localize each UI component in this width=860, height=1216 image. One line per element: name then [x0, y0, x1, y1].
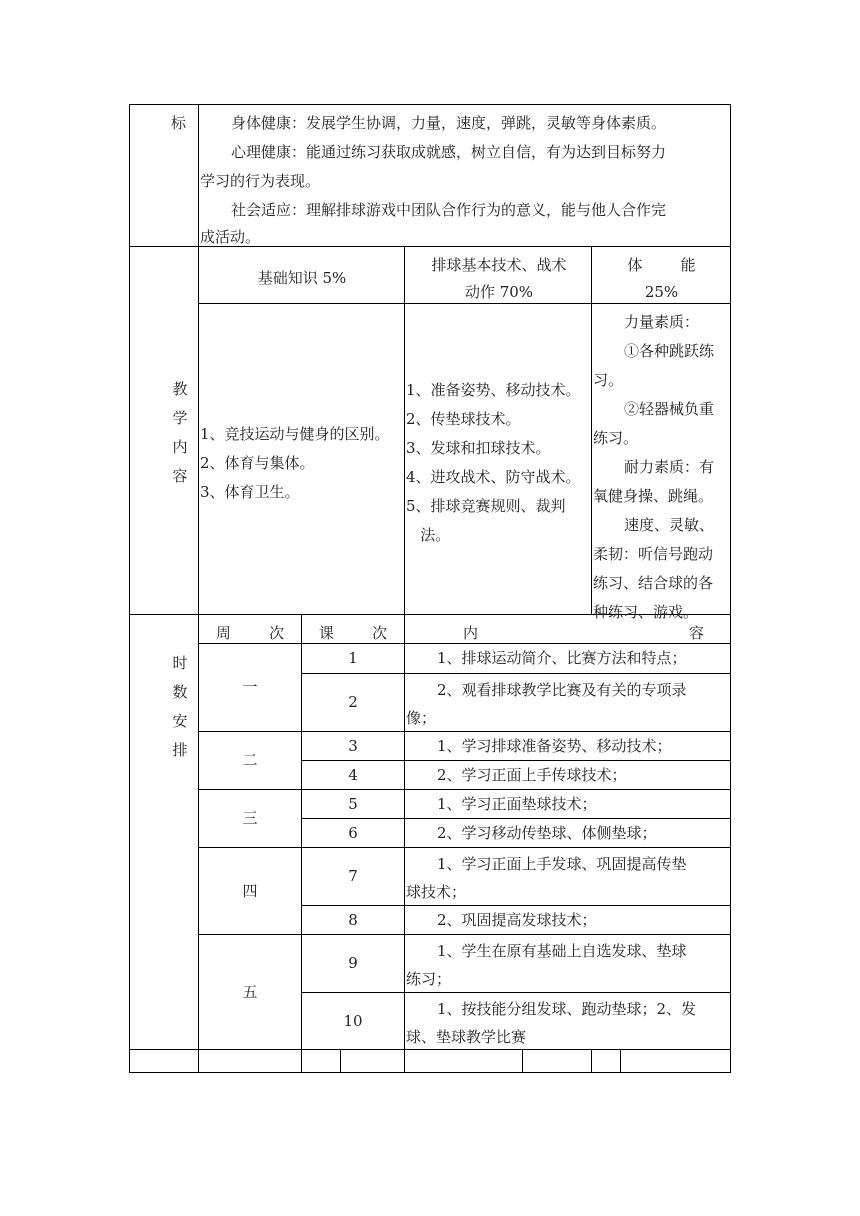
grid-line-v [730, 104, 731, 1073]
lesson-number: 1 [348, 649, 358, 667]
lesson-content: 2、学习正面上手传球技术； [437, 766, 627, 784]
list-item: 速度、灵敏、 [624, 516, 715, 534]
col2-header-line-2: 动作 70% [464, 283, 534, 301]
lesson-number: 4 [348, 766, 358, 784]
grid-line-h [129, 104, 731, 105]
lesson-content: 练习； [406, 970, 452, 988]
list-item: 柔韧：听信号跑动 [593, 545, 714, 563]
content-header-right: 容 [689, 624, 705, 642]
col2-header-line-1: 排球基本技术、战术 [431, 256, 567, 274]
list-item: ②轻器械负重 [624, 400, 715, 418]
lesson-content: 1、学习排球准备姿势、移动技术； [437, 737, 672, 755]
lesson-number: 8 [348, 911, 358, 929]
lesson-header: 课 次 [318, 624, 388, 642]
lesson-number: 9 [348, 954, 358, 972]
lesson-number: 10 [343, 1012, 363, 1030]
lesson-content: 1、排球运动简介、比赛方法和特点； [437, 649, 687, 667]
grid-line-v [404, 614, 405, 1073]
grid-line-h [198, 731, 731, 732]
grid-line-h [129, 1072, 731, 1073]
list-item: 5、排球竞赛规则、裁判 [406, 497, 566, 515]
lesson-number: 3 [348, 737, 358, 755]
goal-line-1: 身体健康：发展学生协调，力量，速度，弹跳，灵敏等身体素质。 [231, 114, 667, 132]
grid-line-v [522, 1049, 523, 1073]
grid-line-v [591, 1049, 592, 1073]
lesson-content: 2、观看排球教学比赛及有关的专项录 [437, 681, 687, 699]
list-item: 种练习、游戏。 [593, 603, 699, 621]
week-label: 五 [242, 983, 258, 1001]
grid-line-h [301, 992, 731, 993]
col3-header-line-2: 25% [644, 283, 679, 301]
week-label: 三 [242, 809, 258, 827]
goal-label: 标 [171, 114, 187, 132]
list-item: 法。 [406, 526, 451, 544]
list-item: 4、进攻战术、防守战术。 [406, 468, 581, 486]
lesson-content: 1、学习正面上手发球、巩固提高传垫 [437, 855, 687, 873]
grid-line-v [129, 104, 130, 1073]
list-item: 力量素质： [624, 313, 700, 331]
lesson-content: 1、按技能分组发球、跑动垫球；2、发 [437, 1000, 697, 1018]
goal-line-5: 成活动。 [200, 228, 261, 246]
grid-line-h [198, 847, 731, 848]
content-label-char: 教 [172, 380, 188, 398]
list-item: 2、传垫球技术。 [406, 410, 521, 428]
list-item: 氧健身操、跳绳。 [593, 487, 714, 505]
grid-line-h [301, 818, 731, 819]
grid-line-h [198, 789, 731, 790]
grid-line-v [198, 104, 199, 1073]
grid-line-h [198, 303, 731, 304]
lesson-content: 1、学生在原有基础上自选发球、垫球 [437, 942, 687, 960]
week-label: 二 [242, 751, 258, 769]
week-label: 一 [242, 678, 258, 696]
col1-header: 基础知识 5% [257, 269, 347, 287]
schedule-label-char: 安 [172, 712, 188, 730]
col3-header-line-1: 体 能 [627, 256, 696, 274]
grid-line-v [404, 246, 405, 615]
grid-line-h [198, 934, 731, 935]
list-item: 3、发球和扣球技术。 [406, 439, 551, 457]
list-item: 3、体育卫生。 [200, 483, 300, 501]
lesson-content: 2、学习移动传垫球、体侧垫球； [437, 824, 657, 842]
lesson-number: 2 [348, 693, 358, 711]
lesson-number: 7 [348, 867, 358, 885]
grid-line-h [301, 905, 731, 906]
lesson-number: 6 [348, 824, 358, 842]
goal-line-3: 学习的行为表现。 [200, 172, 321, 190]
lesson-content: 1、学习正面垫球技术； [437, 795, 597, 813]
lesson-content: 2、巩固提高发球技术； [437, 911, 597, 929]
grid-line-h [129, 1049, 731, 1050]
grid-line-h [301, 760, 731, 761]
schedule-label-char: 时 [172, 654, 188, 672]
grid-line-v [340, 1049, 341, 1073]
list-item: 1、竞技运动与健身的区别。 [200, 425, 390, 443]
list-item: 耐力素质：有 [624, 458, 715, 476]
content-header-left: 内 [463, 624, 479, 642]
lesson-content: 球、垫球教学比赛 [406, 1028, 527, 1046]
schedule-label-char: 排 [172, 741, 188, 759]
goal-line-4: 社会适应：理解排球游戏中团队合作行为的意义，能与他人合作完 [231, 201, 667, 219]
grid-line-v [620, 1049, 621, 1073]
lesson-content: 像； [406, 709, 437, 727]
list-item: 练习。 [593, 429, 639, 447]
list-item: 练习、结合球的各 [593, 574, 714, 592]
lesson-number: 5 [348, 795, 358, 813]
goal-line-2: 心理健康：能通过练习获取成就感，树立自信，有为达到目标努力 [231, 143, 667, 161]
schedule-label-char: 数 [172, 683, 188, 701]
content-label-char: 学 [172, 409, 188, 427]
content-label-char: 内 [172, 438, 188, 456]
week-label: 四 [242, 882, 258, 900]
list-item: 2、体育与集体。 [200, 454, 315, 472]
lesson-content: 球技术； [406, 883, 467, 901]
grid-line-h [301, 673, 731, 674]
content-label-char: 容 [172, 467, 188, 485]
list-item: 1、准备姿势、移动技术。 [406, 381, 581, 399]
week-header: 周 次 [215, 624, 285, 642]
list-item: 习。 [593, 371, 624, 389]
list-item: ①各种跳跃练 [624, 342, 715, 360]
